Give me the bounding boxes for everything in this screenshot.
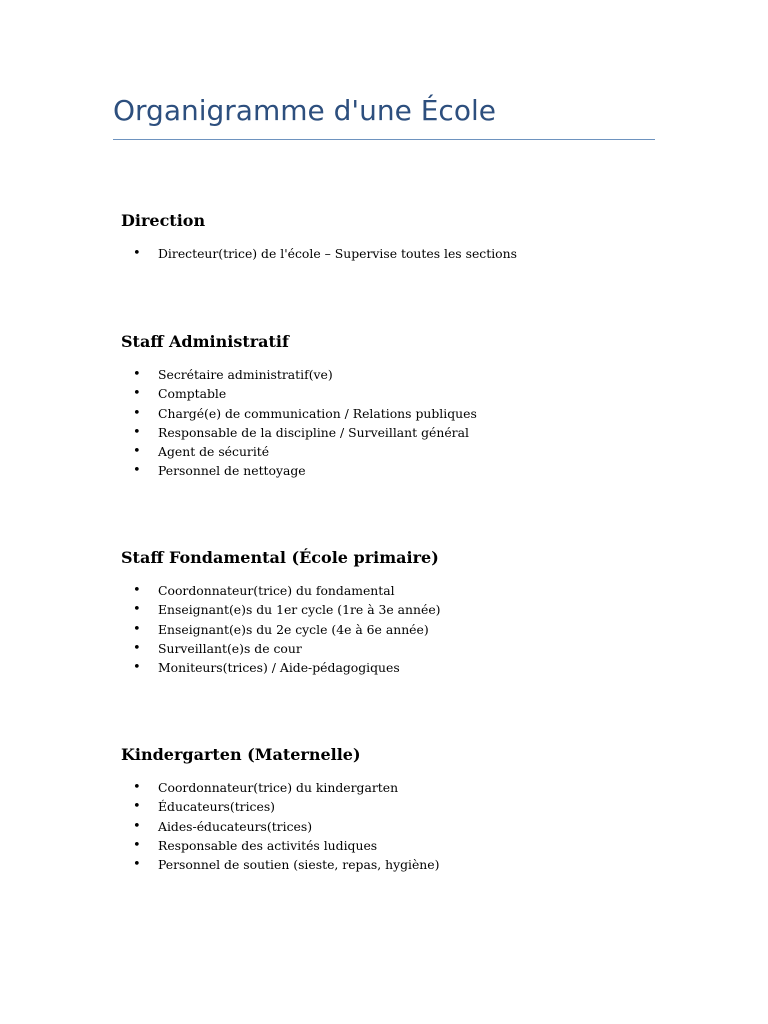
list-item-text: Enseignant(e)s du 2e cycle (4e à 6e année): [158, 621, 429, 637]
bullet-list: [121, 581, 721, 677]
list-item-text: Responsable des activités ludiques: [158, 837, 378, 853]
list-item: [121, 778, 721, 797]
list-item-text: Directeur(trice) de l'école – Supervise toutes les sections: [158, 246, 517, 261]
bullet-icon: •: [133, 799, 141, 815]
list-item: [121, 581, 721, 600]
list-item: [121, 365, 721, 384]
bullet-icon: •: [133, 463, 141, 479]
section-staff-fondamental: [121, 547, 721, 677]
list-item: [121, 817, 721, 836]
list-item-text: Enseignant(e)s du 1er cycle (1re à 3e année): [158, 602, 441, 618]
bullet-icon: •: [133, 583, 141, 598]
document-title: Organigramme d'une École: [113, 94, 496, 127]
list-item: [121, 244, 721, 263]
section-heading: Direction: [121, 211, 206, 230]
bullet-icon: •: [133, 621, 141, 637]
list-item-text: Secrétaire administratif(ve): [158, 367, 333, 382]
bullet-icon: •: [133, 818, 141, 834]
list-item: [121, 620, 721, 639]
list-item: [121, 797, 721, 816]
bullet-icon: •: [133, 857, 141, 873]
bullet-list: [121, 244, 721, 263]
bullet-icon: •: [133, 424, 141, 440]
bullet-icon: •: [133, 660, 141, 676]
list-item-text: Personnel de nettoyage: [158, 463, 306, 479]
list-item-text: Moniteurs(trices) / Aide-pédagogiques: [158, 660, 400, 676]
section-staff-administratif: [121, 331, 721, 481]
list-item-text: Personnel de soutien (sieste, repas, hygiène): [158, 857, 440, 873]
bullet-icon: •: [133, 780, 141, 795]
list-item-text: Comptable: [158, 386, 227, 402]
list-item: [121, 658, 721, 677]
list-item-text: Surveillant(e)s de cour: [158, 640, 302, 656]
bullet-icon: •: [133, 837, 141, 853]
section-kindergarten: [121, 744, 721, 874]
bullet-icon: •: [133, 405, 141, 421]
section-heading: Kindergarten (Maternelle): [121, 745, 361, 764]
bullet-icon: •: [133, 246, 141, 261]
bullet-icon: •: [133, 386, 141, 402]
bullet-list: [121, 778, 721, 874]
title-underline-rule: [113, 139, 655, 140]
section-heading: Staff Administratif: [121, 332, 289, 351]
list-item: [121, 384, 721, 403]
list-item-text: Aides-éducateurs(trices): [158, 818, 313, 834]
list-item-text: Agent de sécurité: [158, 444, 270, 460]
list-item: [121, 442, 721, 461]
list-item-text: Coordonnateur(trice) du fondamental: [158, 583, 395, 598]
bullet-icon: •: [133, 367, 141, 382]
list-item: [121, 600, 721, 619]
bullet-icon: •: [133, 444, 141, 460]
bullet-icon: •: [133, 640, 141, 656]
bullet-icon: •: [133, 602, 141, 618]
section-heading: Staff Fondamental (École primaire): [121, 548, 439, 567]
list-item-text: Coordonnateur(trice) du kindergarten: [158, 780, 399, 795]
bullet-list: [121, 365, 721, 481]
list-item-text: Chargé(e) de communication / Relations publiques: [158, 405, 477, 421]
list-item-text: Responsable de la discipline / Surveillant général: [158, 424, 469, 440]
list-item-text: Éducateurs(trices): [158, 799, 276, 815]
list-item: [121, 404, 721, 423]
list-item: [121, 855, 721, 874]
list-item: [121, 639, 721, 658]
list-item: [121, 461, 721, 480]
section-direction: [121, 210, 721, 263]
list-item: [121, 423, 721, 442]
list-item: [121, 836, 721, 855]
